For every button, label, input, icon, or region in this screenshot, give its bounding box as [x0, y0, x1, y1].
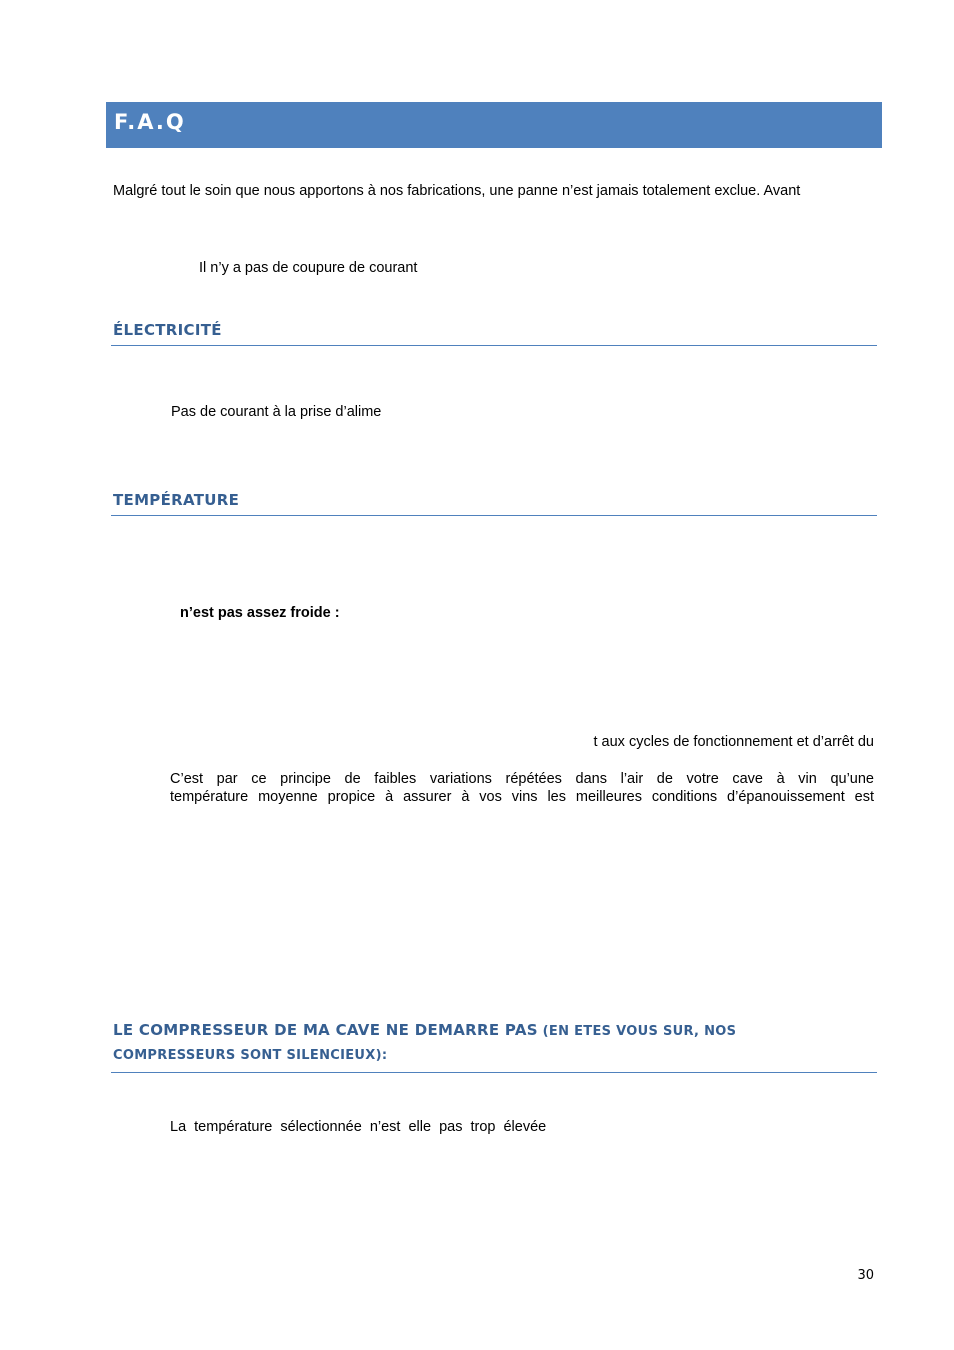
heading-temperature — [111, 490, 877, 516]
heading-compresseur-paren-1: (EN ETES VOUS SUR, NOS — [537, 1024, 737, 1039]
heading-electricite-text: ÉLECTRICITÉ — [113, 321, 222, 339]
heading-compresseur-paren-2: COMPRESSEURS SONT SILENCIEUX): — [113, 1048, 388, 1063]
faq-banner — [106, 102, 882, 148]
page-number: 30 — [857, 1268, 874, 1283]
heading-temperature-text: TEMPÉRATURE — [113, 491, 240, 509]
temperature-subheading: n’est pas assez froide : — [180, 605, 340, 621]
heading-compresseur — [111, 1019, 877, 1073]
compresseur-item: La température sélectionnée n’est elle pas trop élevée — [170, 1119, 547, 1135]
intro-text: Malgré tout le soin que nous apportons à nos fabrications, une panne n’est jamais totalement exclue. Avant — [113, 183, 801, 199]
faq-title: F.A.Q — [114, 110, 186, 134]
electricite-item: Pas de courant à la prise d’alime — [171, 404, 382, 420]
power-check-text: Il n’y a pas de coupure de courant — [199, 260, 418, 276]
heading-electricite — [111, 320, 877, 346]
temperature-paragraph-line-1: C’est par ce principe de faibles variations répétées dans l’air de votre cave à vin qu’une — [170, 771, 874, 787]
temperature-fragment: t aux cycles de fonctionnement et d’arrêt du — [593, 734, 874, 750]
heading-compresseur-text — [111, 1019, 877, 1072]
heading-compresseur-main: LE COMPRESSEUR DE MA CAVE NE DEMARRE PAS — [113, 1021, 538, 1039]
temperature-paragraph-line-2: température moyenne propice à assurer à vos vins les meilleures conditions d’épanouissement est — [170, 789, 874, 805]
